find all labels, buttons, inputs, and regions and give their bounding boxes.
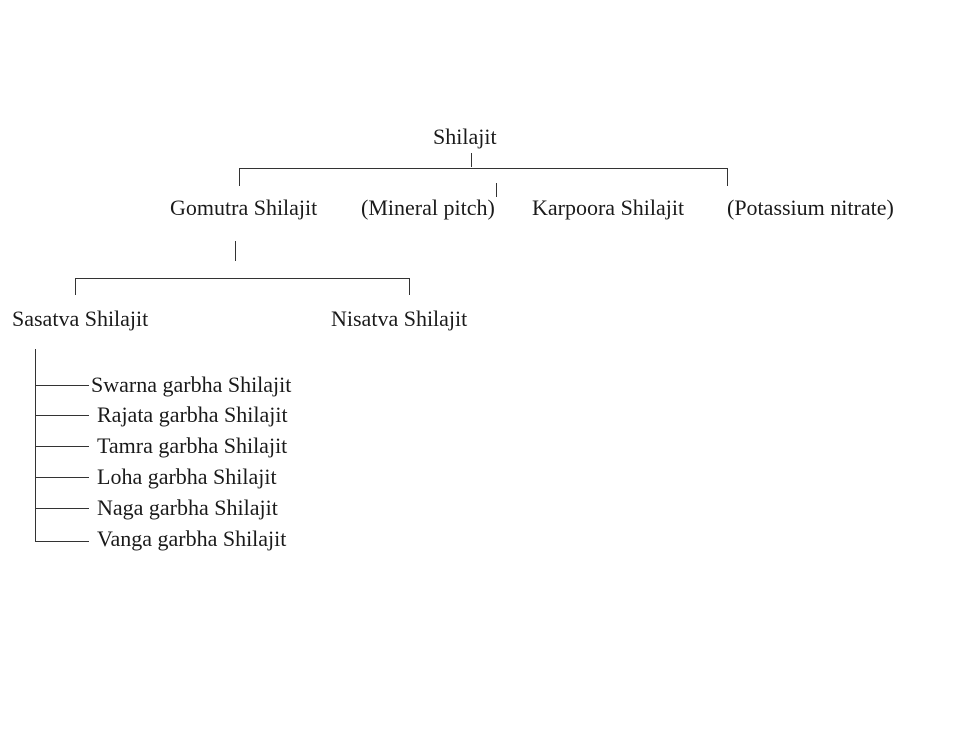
connector-karpoora-drop	[727, 168, 728, 186]
node-gomutra-shilajit: Gomutra Shilajit	[170, 195, 318, 220]
connector-mid-tick	[496, 183, 497, 197]
node-karpoora-shilajit: Karpoora Shilajit	[532, 195, 685, 220]
connector-naga-branch	[35, 508, 89, 509]
node-naga-garbha: Naga garbha Shilajit	[97, 495, 278, 520]
node-tamra-garbha: Tamra garbha Shilajit	[97, 433, 288, 458]
node-sasatva-shilajit: Sasatva Shilajit	[12, 306, 149, 331]
connector-tamra-branch	[35, 446, 89, 447]
connector-loha-branch	[35, 477, 89, 478]
node-rajata-garbha: Rajata garbha Shilajit	[97, 402, 288, 427]
connector-rajata-branch	[35, 415, 89, 416]
node-gomutra-annotation: (Mineral pitch)	[361, 195, 495, 220]
connector-gomutra-drop	[239, 168, 240, 186]
node-swarna-garbha: Swarna garbha Shilajit	[91, 372, 292, 397]
connector-root-stem	[471, 153, 472, 167]
connector-root-bar	[239, 168, 728, 169]
connector-gomutra-stem	[235, 241, 236, 261]
node-karpoora-annotation: (Potassium nitrate)	[727, 195, 894, 220]
connector-vanga-branch	[35, 541, 89, 542]
connector-nisatva-drop	[409, 278, 410, 295]
node-loha-garbha: Loha garbha Shilajit	[97, 464, 277, 489]
connector-gomutra-bar	[75, 278, 410, 279]
connector-swarna-branch	[35, 385, 89, 386]
node-nisatva-shilajit: Nisatva Shilajit	[331, 306, 468, 331]
connector-sasatva-drop	[75, 278, 76, 295]
node-shilajit: Shilajit	[433, 124, 497, 149]
node-vanga-garbha: Vanga garbha Shilajit	[97, 526, 287, 551]
